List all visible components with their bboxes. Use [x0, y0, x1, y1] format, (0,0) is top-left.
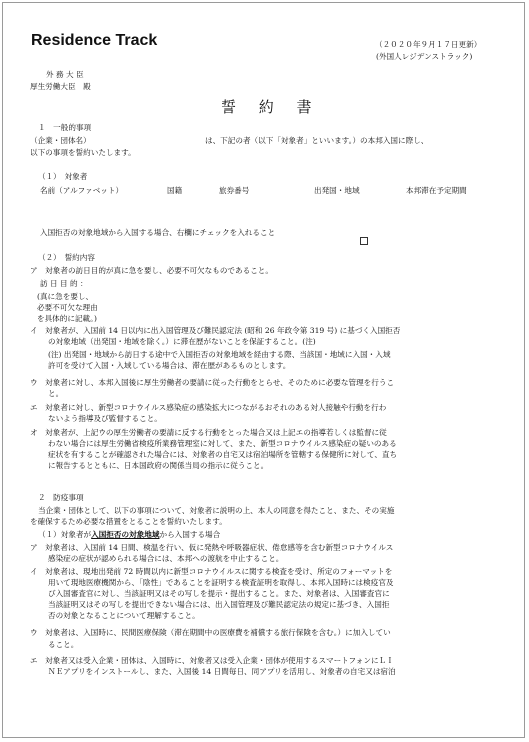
b-item-i-line5: 否の対象となることについて理解すること。	[48, 611, 200, 620]
b-item-u-line1: ウ 対象者は、入国時に、民間医療保険（滞在期間中の医療費を補償する旅行保険を含む。）に加入してい	[30, 628, 391, 637]
pledge-heading: 誓 約 書	[221, 98, 321, 116]
pledge-intro-cont: 以下の事項を誓約いたします。	[30, 148, 136, 157]
section1-title: １ 一般的事項	[38, 123, 92, 132]
visit-purpose-label: 訪 日 目 的 ：	[40, 279, 88, 288]
b-item-e-line1: エ 対象者又は受入企業・団体は、入国時に、対象者又は受入企業・団体が使用するスマートフォンにＬＩ	[30, 656, 394, 665]
item-o-line3: 症状を有することが確認された場合には、対象者の自宅又は宿泊場所を管轄する保健所に対して、直ち	[48, 450, 398, 459]
addressee-foreign-minister: 外 務 大 臣	[46, 70, 84, 79]
b-item-e-line2: ＮＥアプリをインストールし、また、入国後 14 日間毎日、同アプリを活用し、対象者の自宅又は宿泊	[48, 667, 396, 676]
visit-purpose-hint-2: 必要不可欠な理由	[37, 303, 98, 312]
company-label: （企業・団体名）	[30, 136, 91, 145]
section2-sub1-prefix: （１）対象者が	[38, 530, 92, 539]
addressee-health-minister: 厚生労働大臣 殿	[30, 82, 91, 91]
doc-title: Residence Track	[31, 32, 158, 49]
b-item-i-line3: び入国審査官に対し、当該証明又はその写しを提示・提出すること。また、対象者は、入国審査官に	[48, 589, 390, 598]
b-item-u-line2: ること。	[48, 640, 79, 649]
item-e-line2: ないよう指導及び監督すること。	[48, 414, 162, 423]
subject-heading: （１） 対象者	[38, 172, 88, 181]
section2-para-1: 当企業・団体として、以下の事項について、対象者に説明の上、本人の同意を得たこと、また、その実施	[38, 506, 395, 515]
item-e-line1: エ 対象者に対し、新型コロナウイルス感染症の感染拡大につながるおそれのある対人接触や行動を行わ	[30, 403, 387, 412]
section2-sub1-suffix: から入国する場合	[159, 530, 221, 539]
item-i-note1: (注) 出発国・地域から訪日する途中で入国拒否の対象地域を経由する際、当該国・地域に入国・入域	[48, 350, 391, 359]
b-item-i-line4: 当該証明又はその写しを提出できない場合には、出入国管理及び難民認定法の規定に基づき、入国拒	[48, 600, 390, 609]
item-a: ア 対象者の訪日目的が真に急を要し、必要不可欠なものであること。	[30, 266, 273, 275]
b-item-a-line2: 感染症の症状が認められる場合には、本邦への渡航を中止すること。	[48, 554, 284, 563]
b-item-i-line2: 用いて現地医療機関から、「陰性」であることを証明する検査証明を取得し、本邦入国時には検疫官及	[48, 578, 394, 587]
item-u-line2: と。	[48, 389, 64, 398]
col-departure: 出発国・地域	[314, 186, 360, 195]
item-o-line1: オ 対象者が、上記ウの厚生労働者の要請に反する行動をとった場合又は上記エの指導若しくは監督に従	[30, 428, 387, 437]
check-note: 入国拒否の対象地域から入国する場合、右欄にチェックを入れること	[40, 228, 276, 237]
section2-para-2: を確保するため必要な措置をとることを誓約いたします。	[30, 517, 227, 526]
visit-purpose-hint-3: を具体的に記載。)	[37, 314, 97, 323]
b-item-a-line1: ア 対象者は、入国前 14 日間、検温を行い、仮に発熱や呼吸器症状、倦怠感等を含む新型コロナウイルス	[30, 543, 394, 552]
doc-subtitle: (外国人レジデンストラック)	[376, 52, 473, 61]
col-passport: 旅券番号	[219, 186, 250, 195]
update-date: （２０２０年９月１７日更新）	[375, 40, 482, 49]
entry-refused-region: 入国拒否の対象地域	[91, 530, 160, 539]
item-i-note2: 許可を受けて入国・入域している場合は、滞在歴があるものとします。	[48, 361, 291, 370]
item-u-line1: ウ 対象者に対し、本邦入国後に厚生労働者の要請に従った行動をとらせ、そのために必要な管理を行うこ	[30, 378, 395, 387]
visit-purpose-hint-1: (真に急を要し、	[37, 292, 94, 301]
item-i-line1: イ 対象者が、入国前 14 日以内に出入国管理及び難民認定法 (昭和 26 年政令第 319 号) に基づく入国拒否	[30, 326, 401, 335]
item-o-line2: わない場合には厚生労働省検疫所業務管理室に対して、また、新型コロナウイルス感染症の疑いのある	[48, 439, 397, 448]
b-item-i-line1: イ 対象者は、現地出発前 72 時間以内に新型コロナウイルスに関する検査を受け、所定のフォーマットを	[30, 567, 393, 576]
col-nationality: 国籍	[167, 186, 183, 195]
checkbox[interactable]	[360, 229, 368, 248]
pledge-intro: は、下記の者（以下「対象者」といいます。）の本邦入国に際し、	[205, 136, 429, 145]
pledge-content-heading: （２） 誓約内容	[38, 253, 95, 262]
section2-sub1	[38, 530, 220, 540]
col-name: 名前（アルファベット）	[40, 186, 124, 195]
item-i-line2: の対象地域（出発国・地域を除く。）に滞在歴がないことを保証すること。(注)	[48, 337, 316, 346]
col-stay-period: 本邦滞在予定期間	[406, 186, 467, 195]
item-o-line4: に報告するとともに、日本国政府の関係当局の指示に従うこと。	[48, 461, 269, 470]
section2-title: ２ 防疫事項	[38, 493, 84, 502]
